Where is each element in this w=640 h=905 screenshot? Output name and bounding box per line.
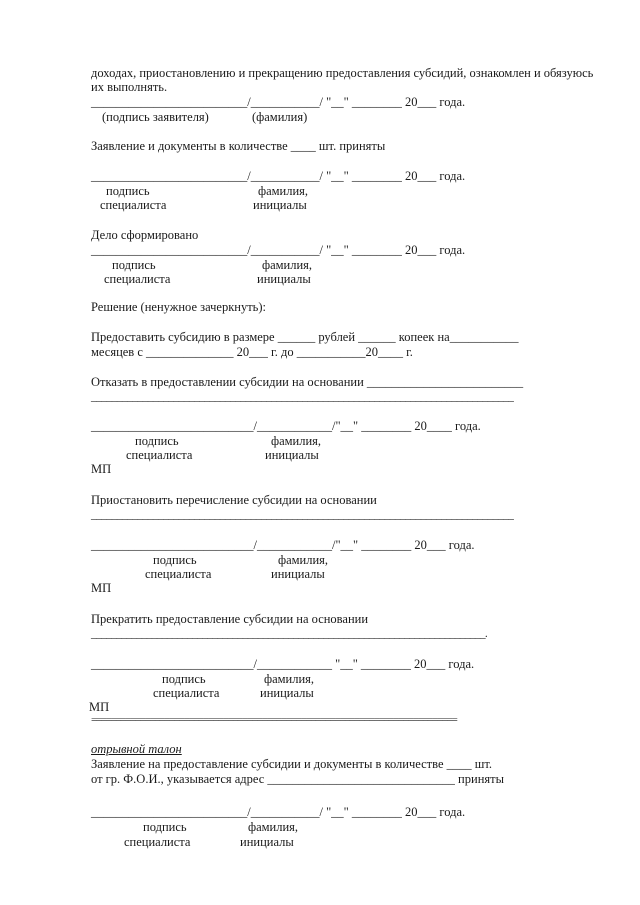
case-specialist-label: специалиста (104, 272, 171, 286)
accepted-signature-line: _________________________/___________/ "__" ________ 20___ года. (91, 169, 466, 183)
accepted-surname-label: фамилия, (258, 184, 309, 198)
refuse-surname-label: фамилия, (271, 434, 322, 448)
suspend-surname-label: фамилия, (278, 553, 329, 567)
decision-title: Решение (ненужное зачеркнуть): (91, 300, 267, 314)
suspend-initials-label: инициалы (271, 567, 325, 581)
accepted-specialist-label: специалиста (100, 198, 167, 212)
case-initials-label: инициалы (257, 272, 311, 286)
suspend-specialist-label: специалиста (145, 567, 212, 581)
suspend-text: Приостановить перечисление субсидии на основании (91, 493, 377, 507)
coupon-signature-line: _________________________/___________/ "__" ________ 20___ года. (91, 805, 466, 819)
coupon-line-2: от гр. Ф.О.И., указывается адрес ______________________________ приняты (91, 772, 504, 786)
terminate-surname-label: фамилия, (264, 672, 315, 686)
coupon-specialist-label: специалиста (124, 835, 191, 849)
accepted-sign-label: подпись (106, 184, 150, 198)
applicant-surname-label: (фамилия) (252, 110, 308, 124)
refuse-sign-label: подпись (135, 434, 179, 448)
refuse-reason-rule: __________________________________________________________________________________ (91, 391, 514, 403)
terminate-signature-line: __________________________/____________ "__" ________ 20___ года. (91, 657, 475, 671)
coupon-initials-label: инициалы (240, 835, 294, 849)
case-surname-label: фамилия, (262, 258, 313, 272)
coupon-sign-label: подпись (143, 820, 187, 834)
cut-separator: =========================================================================== (91, 714, 457, 726)
refuse-initials-label: инициалы (265, 448, 319, 462)
refuse-stamp-label: МП (91, 462, 112, 476)
case-sign-label: подпись (112, 258, 156, 272)
case-signature-line: _________________________/___________/ "__" ________ 20___ года. (91, 243, 466, 257)
applicant-signature-line: _________________________/___________/ "__" ________ 20___ года. (91, 95, 466, 109)
intro-line-1: доходах, приостановлению и прекращению предоставления субсидий, ознакомлен и обязуюсь (91, 66, 594, 80)
suspend-sign-label: подпись (153, 553, 197, 567)
coupon-title: отрывной талон (91, 742, 182, 756)
case-formed-text: Дело сформировано (91, 228, 199, 242)
refuse-text: Отказать в предоставлении субсидии на основании _________________________ (91, 375, 524, 389)
terminate-reason-rule: ______________________________________________________________________________. (91, 628, 488, 640)
terminate-initials-label: инициалы (260, 686, 314, 700)
grant-subsidy-line-2: месяцев с ______________ 20___ г. до ___________20____ г. (91, 345, 413, 359)
suspend-signature-line: __________________________/____________/"__" ________ 20___ года. (91, 538, 475, 552)
terminate-sign-label: подпись (162, 672, 206, 686)
refuse-specialist-label: специалиста (126, 448, 193, 462)
terminate-specialist-label: специалиста (153, 686, 220, 700)
terminate-stamp-label: МП (89, 700, 110, 714)
coupon-line-1: Заявление на предоставление субсидии и документы в количестве ____ шт. (91, 757, 493, 771)
terminate-text: Прекратить предоставление субсидии на основании (91, 612, 369, 626)
suspend-reason-rule: __________________________________________________________________________________ (91, 509, 514, 521)
suspend-stamp-label: МП (91, 581, 112, 595)
applicant-signature-label: (подпись заявителя) (102, 110, 209, 124)
accepted-initials-label: инициалы (253, 198, 307, 212)
intro-line-2: их выполнять. (91, 80, 168, 94)
refuse-signature-line: __________________________/____________/"__" ________ 20____ года. (91, 419, 481, 433)
documents-accepted-text: Заявление и документы в количестве ____ шт. приняты (91, 139, 386, 153)
coupon-surname-label: фамилия, (248, 820, 299, 834)
grant-subsidy-line-1: Предоставить субсидию в размере ______ рублей ______ копеек на___________ (91, 330, 519, 344)
